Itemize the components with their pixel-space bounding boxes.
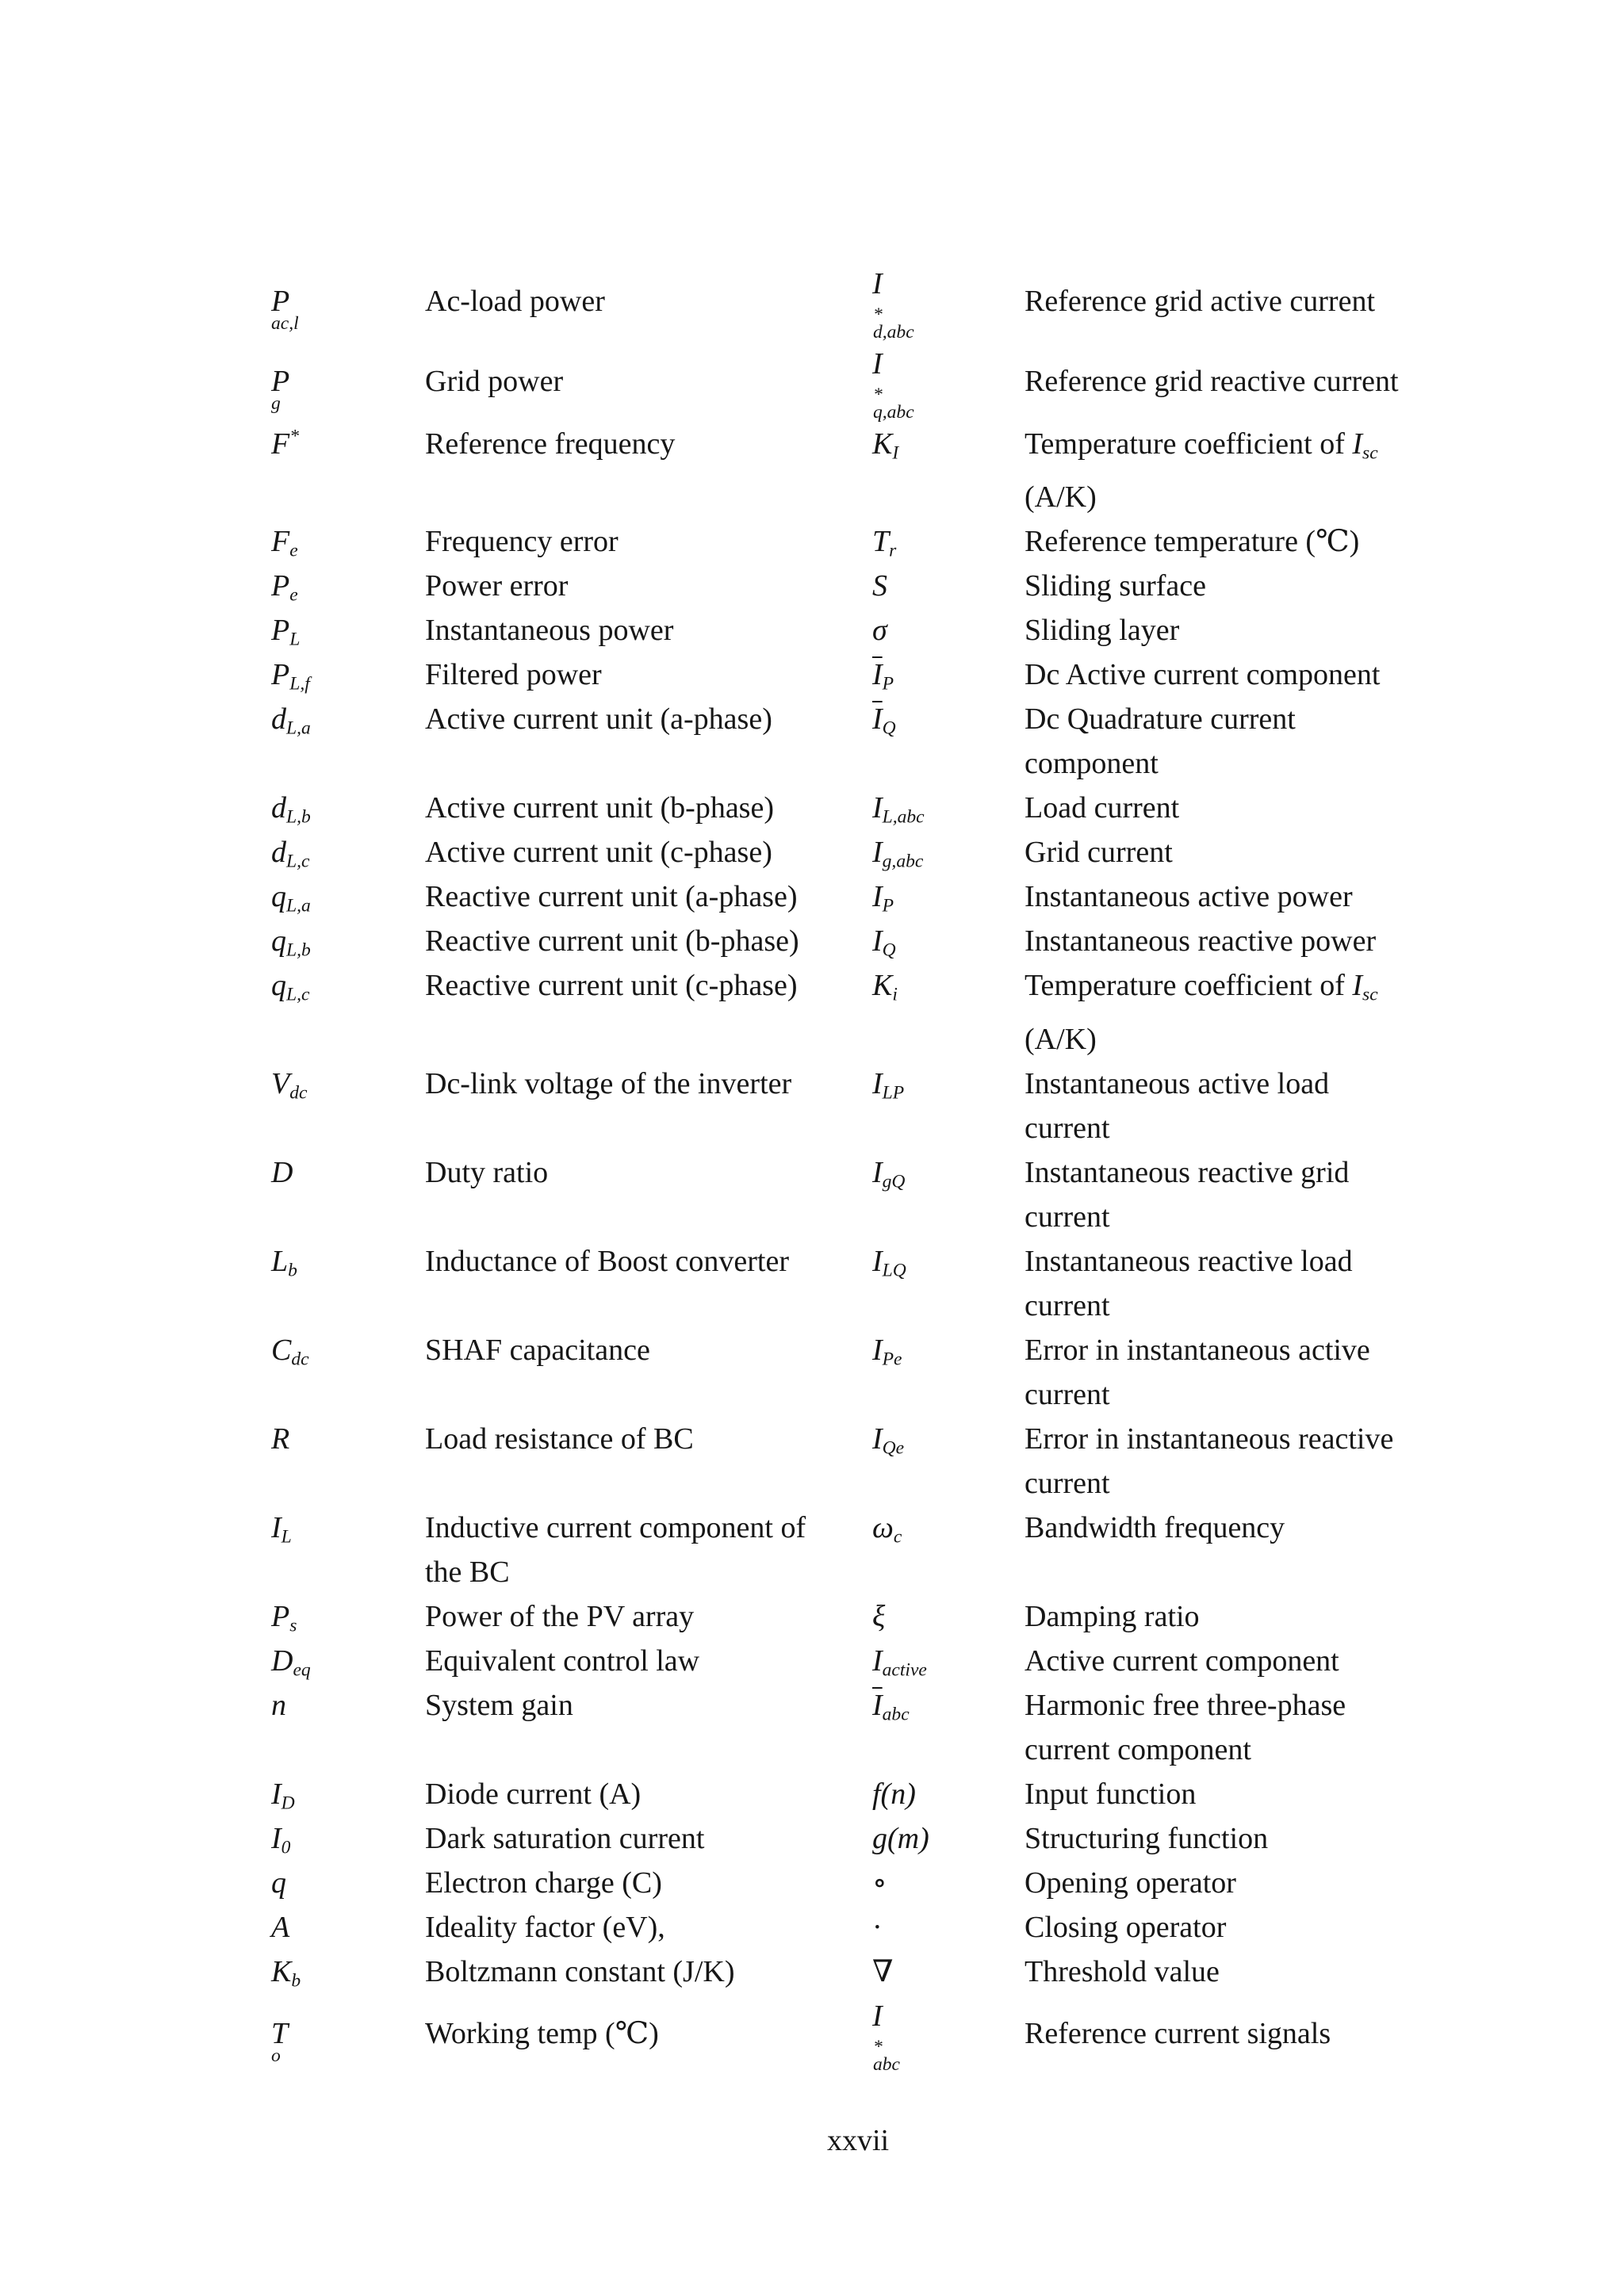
description-left-28-line: Working temp (℃) bbox=[425, 2017, 659, 2051]
symbol-right-8-sub: Q bbox=[882, 718, 896, 739]
description-left-3-line: Reference frequency bbox=[425, 427, 676, 461]
symbol-right-1-main: I bbox=[872, 267, 883, 300]
description-left-14 bbox=[425, 1062, 872, 1150]
symbol-right-21 bbox=[872, 1639, 1025, 1683]
nomenclature-table bbox=[271, 262, 1469, 2076]
symbol-left-5 bbox=[271, 564, 425, 608]
symbol-right-22-main: $\overline{I}$ bbox=[872, 1688, 883, 1722]
symbol-right-10-sub: g,abc bbox=[882, 851, 924, 872]
symbol-right-19-main: ω bbox=[872, 1510, 894, 1544]
description-right-24 bbox=[1025, 1816, 1469, 1861]
description-left-11-line: Reactive current unit (a-phase) bbox=[425, 880, 798, 914]
description-left-12-line: Reactive current unit (b-phase) bbox=[425, 924, 799, 959]
description-right-4-line: Reference temperature (℃) bbox=[1025, 525, 1360, 559]
description-right-28 bbox=[1025, 1994, 1469, 2074]
description-left-20-line: Power of the PV array bbox=[425, 1599, 695, 1633]
description-right-6-line: Sliding layer bbox=[1025, 614, 1180, 648]
description-right-5-line: Sliding surface bbox=[1025, 569, 1207, 603]
description-right-8 bbox=[1025, 697, 1469, 786]
symbol-right-25 bbox=[872, 1861, 1025, 1905]
description-right-10 bbox=[1025, 830, 1469, 874]
symbol-right-11-sub: P bbox=[882, 895, 894, 916]
symbol-left-4-main: F bbox=[271, 525, 290, 559]
description-right-13-segment: sc bbox=[1362, 984, 1378, 1005]
description-right-2-line: Reference grid reactive current bbox=[1025, 365, 1399, 399]
symbol-left-20-main: P bbox=[271, 1599, 290, 1633]
description-left-2-line: Grid power bbox=[425, 365, 564, 399]
symbol-right-22-sub: abc bbox=[882, 1704, 910, 1725]
symbol-left-19-sub: L bbox=[281, 1526, 292, 1548]
symbol-left-11-sub: L,a bbox=[286, 895, 311, 916]
description-left-15-line: Duty ratio bbox=[425, 1155, 549, 1189]
symbol-right-18-sub: Qe bbox=[882, 1437, 905, 1459]
description-left-7-line: Filtered power bbox=[425, 658, 602, 692]
symbol-right-27 bbox=[872, 1950, 1025, 1994]
symbol-right-2-main: I bbox=[872, 346, 883, 381]
symbol-left-23-main: I bbox=[271, 1777, 282, 1811]
symbol-left-18 bbox=[271, 1417, 425, 1506]
symbol-right-20-main: ξ bbox=[872, 1599, 886, 1633]
description-right-3-line bbox=[1025, 422, 1469, 476]
symbol-right-3-main: K bbox=[872, 427, 893, 461]
description-right-2 bbox=[1025, 342, 1469, 422]
symbol-left-14-main: V bbox=[271, 1066, 290, 1100]
symbol-left-10-sub: L,c bbox=[286, 851, 310, 872]
symbol-left-21-sub: eq bbox=[293, 1659, 311, 1681]
description-right-6 bbox=[1025, 608, 1469, 652]
symbol-left-8 bbox=[271, 697, 425, 786]
description-right-14 bbox=[1025, 1062, 1469, 1150]
symbol-left-24-sub: 0 bbox=[281, 1837, 291, 1858]
description-right-14-line: Instantaneous active load bbox=[1025, 1066, 1330, 1100]
symbol-left-6-sub: L bbox=[289, 629, 301, 650]
symbol-left-10-main: d bbox=[271, 836, 286, 870]
symbol-left-17-main: C bbox=[271, 1333, 292, 1367]
symbol-right-7 bbox=[872, 652, 1025, 697]
description-right-15-line: Instantaneous reactive grid bbox=[1025, 1155, 1350, 1189]
symbol-right-6 bbox=[872, 608, 1025, 652]
symbol-right-8-main: $\overline{I}$ bbox=[872, 702, 883, 737]
description-right-19 bbox=[1025, 1506, 1469, 1594]
symbol-left-23 bbox=[271, 1772, 425, 1816]
description-right-13-line bbox=[1025, 963, 1469, 1017]
symbol-right-9-sub: L,abc bbox=[882, 806, 925, 828]
symbol-left-9-sub: L,b bbox=[286, 806, 311, 828]
symbol-right-28 bbox=[872, 1994, 1025, 2074]
symbol-right-16-sub: LQ bbox=[882, 1260, 906, 1281]
description-left-19-line: Inductive current component of bbox=[425, 1510, 806, 1544]
description-left-20 bbox=[425, 1594, 872, 1639]
symbol-right-26-main: · bbox=[872, 1910, 883, 1944]
description-left-17 bbox=[425, 1328, 872, 1417]
symbol-right-28-sup: * bbox=[873, 2036, 883, 2057]
description-left-18-line: Load resistance of BC bbox=[425, 1422, 694, 1456]
description-left-4 bbox=[425, 519, 872, 564]
description-right-25 bbox=[1025, 1861, 1469, 1905]
description-right-3 bbox=[1025, 422, 1469, 520]
description-left-26-line: Ideality factor (eV), bbox=[425, 1910, 665, 1944]
symbol-left-16-sub: b bbox=[288, 1260, 297, 1281]
symbol-right-7-main: $\overline{I}$ bbox=[872, 658, 883, 692]
symbol-right-14 bbox=[872, 1062, 1025, 1150]
description-left-25-line: Electron charge (C) bbox=[425, 1866, 662, 1900]
description-right-17-line: Error in instantaneous active bbox=[1025, 1333, 1370, 1367]
description-right-12 bbox=[1025, 919, 1469, 963]
symbol-left-25 bbox=[271, 1861, 425, 1905]
description-right-24-line: Structuring function bbox=[1025, 1821, 1269, 1855]
symbol-right-21-main: I bbox=[872, 1644, 883, 1678]
symbol-left-9-main: d bbox=[271, 791, 286, 825]
symbol-right-16-main: I bbox=[872, 1244, 883, 1278]
symbol-right-17-sub: Pe bbox=[882, 1349, 902, 1370]
description-right-15-line: current bbox=[1025, 1200, 1110, 1234]
symbol-right-15-sub: gQ bbox=[882, 1171, 906, 1192]
description-right-16-line: current bbox=[1025, 1288, 1110, 1322]
symbol-left-20-sub: s bbox=[289, 1615, 297, 1636]
symbol-left-26 bbox=[271, 1905, 425, 1950]
symbol-left-24-main: I bbox=[271, 1821, 282, 1855]
symbol-right-15-main: I bbox=[872, 1155, 883, 1189]
description-right-13 bbox=[1025, 963, 1469, 1062]
symbol-left-8-sub: L,a bbox=[286, 718, 311, 739]
description-right-27 bbox=[1025, 1950, 1469, 1994]
description-right-16-line: Instantaneous reactive load bbox=[1025, 1244, 1353, 1278]
symbol-right-15 bbox=[872, 1150, 1025, 1239]
symbol-right-21-sub: active bbox=[882, 1659, 927, 1681]
symbol-right-6-main: σ bbox=[872, 614, 887, 648]
symbol-right-11-main: I bbox=[872, 880, 883, 914]
symbol-right-17 bbox=[872, 1328, 1025, 1417]
description-left-10 bbox=[425, 830, 872, 874]
description-left-3 bbox=[425, 422, 872, 520]
symbol-left-7-main: P bbox=[271, 658, 290, 692]
description-right-8-line: Dc Quadrature current bbox=[1025, 702, 1296, 737]
symbol-left-13-sub: L,c bbox=[286, 984, 310, 1005]
symbol-right-1 bbox=[872, 262, 1025, 342]
symbol-left-7-sub: L,f bbox=[289, 673, 310, 695]
symbol-right-19 bbox=[872, 1506, 1025, 1594]
symbol-left-2: P g bbox=[271, 342, 425, 422]
symbol-left-21 bbox=[271, 1639, 425, 1683]
description-left-4-line: Frequency error bbox=[425, 525, 619, 559]
symbol-right-1-indices bbox=[873, 306, 1025, 342]
symbol-left-17-sub: dc bbox=[291, 1349, 309, 1370]
description-left-18 bbox=[425, 1417, 872, 1506]
symbol-left-14 bbox=[271, 1062, 425, 1150]
symbol-left-5-main: P bbox=[271, 569, 290, 603]
description-right-13-segment: Temperature coefficient of bbox=[1025, 969, 1353, 1003]
description-left-28 bbox=[425, 1994, 872, 2074]
description-left-19-line: the BC bbox=[425, 1555, 510, 1589]
symbol-right-25-main: ∘ bbox=[872, 1866, 887, 1900]
symbol-left-22-main: n bbox=[271, 1688, 286, 1722]
symbol-right-23-main: f(n) bbox=[872, 1777, 916, 1811]
description-right-11 bbox=[1025, 874, 1469, 919]
symbol-right-5-main: S bbox=[872, 569, 887, 603]
description-right-1 bbox=[1025, 262, 1469, 342]
symbol-left-8-main: d bbox=[271, 702, 286, 737]
description-right-28-line: Reference current signals bbox=[1025, 2017, 1331, 2051]
symbol-left-9 bbox=[271, 786, 425, 830]
symbol-left-1: P ac,l bbox=[271, 262, 425, 342]
symbol-left-3-main: F bbox=[271, 427, 290, 461]
description-right-22 bbox=[1025, 1683, 1469, 1772]
symbol-right-20 bbox=[872, 1594, 1025, 1639]
symbol-right-28-sub: abc bbox=[873, 2054, 900, 2076]
symbol-left-27-sub: b bbox=[291, 1970, 301, 1992]
symbol-left-15 bbox=[271, 1150, 425, 1239]
description-right-20 bbox=[1025, 1594, 1469, 1639]
description-right-3-segment: Temperature coefficient of bbox=[1025, 427, 1353, 461]
symbol-left-16 bbox=[271, 1239, 425, 1328]
description-right-1-line: Reference grid active current bbox=[1025, 285, 1376, 319]
symbol-right-14-sub: LP bbox=[882, 1082, 905, 1104]
description-left-1-line: Ac-load power bbox=[425, 285, 605, 319]
symbol-left-14-sub: dc bbox=[289, 1082, 308, 1104]
description-left-2 bbox=[425, 342, 872, 422]
symbol-right-9-main: I bbox=[872, 791, 883, 825]
symbol-left-23-sub: D bbox=[281, 1793, 295, 1814]
description-left-22-line: System gain bbox=[425, 1688, 573, 1722]
description-right-7 bbox=[1025, 652, 1469, 697]
description-left-11 bbox=[425, 874, 872, 919]
description-right-13-segment: I bbox=[1352, 969, 1363, 1003]
symbol-left-11-main: q bbox=[271, 880, 286, 914]
symbol-left-19-main: I bbox=[271, 1510, 282, 1544]
symbol-left-18-main: R bbox=[271, 1422, 290, 1456]
symbol-right-27-main: ∇ bbox=[872, 1954, 894, 1988]
description-left-7 bbox=[425, 652, 872, 697]
symbol-right-7-sub: P bbox=[882, 673, 894, 695]
symbol-right-19-sub: c bbox=[893, 1526, 902, 1548]
symbol-right-2 bbox=[872, 342, 1025, 422]
symbol-left-28: T o bbox=[271, 1994, 425, 2074]
symbol-right-2-sup: * bbox=[873, 384, 883, 405]
symbol-right-18 bbox=[872, 1417, 1025, 1506]
symbol-right-22 bbox=[872, 1683, 1025, 1772]
symbol-right-13-sub: i bbox=[892, 984, 898, 1005]
description-right-9 bbox=[1025, 786, 1469, 830]
symbol-right-16 bbox=[872, 1239, 1025, 1328]
symbol-right-12-main: I bbox=[872, 924, 883, 959]
description-right-8-line: component bbox=[1025, 747, 1159, 781]
description-left-6-line: Instantaneous power bbox=[425, 614, 674, 648]
symbol-left-28-main: T bbox=[271, 2017, 289, 2051]
description-right-3-line: (A/K) bbox=[1025, 480, 1097, 515]
symbol-left-17 bbox=[271, 1328, 425, 1417]
description-right-23-line: Input function bbox=[1025, 1777, 1197, 1811]
symbol-right-1-sub: d,abc bbox=[873, 322, 914, 343]
description-left-16 bbox=[425, 1239, 872, 1328]
symbol-right-4 bbox=[872, 519, 1025, 564]
description-right-17 bbox=[1025, 1328, 1469, 1417]
symbol-right-18-main: I bbox=[872, 1422, 883, 1456]
symbol-left-16-main: L bbox=[271, 1244, 289, 1278]
symbol-right-28-main: I bbox=[872, 1999, 883, 2033]
description-left-13-line: Reactive current unit (c-phase) bbox=[425, 969, 798, 1003]
description-right-16 bbox=[1025, 1239, 1469, 1328]
symbol-right-28-indices bbox=[873, 2038, 1025, 2074]
symbol-left-27 bbox=[271, 1950, 425, 1994]
description-left-14-line: Dc-link voltage of the inverter bbox=[425, 1066, 792, 1100]
description-right-3-segment: sc bbox=[1362, 442, 1378, 464]
description-right-22-line: current component bbox=[1025, 1732, 1251, 1766]
symbol-left-13-main: q bbox=[271, 969, 286, 1003]
description-left-10-line: Active current unit (c-phase) bbox=[425, 836, 772, 870]
description-left-24 bbox=[425, 1816, 872, 1861]
symbol-right-9 bbox=[872, 786, 1025, 830]
symbol-right-13-main: K bbox=[872, 969, 893, 1003]
symbol-left-24 bbox=[271, 1816, 425, 1861]
description-left-22 bbox=[425, 1683, 872, 1772]
symbol-right-3 bbox=[872, 422, 1025, 520]
symbol-left-2-main: P bbox=[271, 365, 290, 399]
description-left-5 bbox=[425, 564, 872, 608]
symbol-left-7 bbox=[271, 652, 425, 697]
symbol-right-13 bbox=[872, 963, 1025, 1062]
description-left-6 bbox=[425, 608, 872, 652]
description-right-21-line: Active current component bbox=[1025, 1644, 1339, 1678]
description-left-13 bbox=[425, 963, 872, 1062]
symbol-left-12 bbox=[271, 919, 425, 963]
description-left-27-line: Boltzmann constant (J/K) bbox=[425, 1954, 735, 1988]
description-right-17-line: current bbox=[1025, 1377, 1110, 1411]
symbol-left-5-sub: e bbox=[289, 584, 298, 606]
symbol-left-21-main: D bbox=[271, 1644, 293, 1678]
symbol-left-26-main: A bbox=[271, 1910, 290, 1944]
description-right-21 bbox=[1025, 1639, 1469, 1683]
symbol-right-2-indices bbox=[873, 386, 1025, 422]
description-left-16-line: Inductance of Boost converter bbox=[425, 1244, 789, 1278]
symbol-left-22 bbox=[271, 1683, 425, 1772]
symbol-right-24-main: g(m) bbox=[872, 1821, 929, 1855]
description-left-27 bbox=[425, 1950, 872, 1994]
symbol-right-17-main: I bbox=[872, 1333, 883, 1367]
symbol-right-24 bbox=[872, 1816, 1025, 1861]
description-left-12 bbox=[425, 919, 872, 963]
description-right-27-line: Threshold value bbox=[1025, 1954, 1220, 1988]
description-right-18 bbox=[1025, 1417, 1469, 1506]
description-right-3-segment: I bbox=[1352, 427, 1363, 461]
description-left-9-line: Active current unit (b-phase) bbox=[425, 791, 774, 825]
symbol-right-11 bbox=[872, 874, 1025, 919]
symbol-left-11 bbox=[271, 874, 425, 919]
symbol-left-6-main: P bbox=[271, 614, 290, 648]
description-left-23 bbox=[425, 1772, 872, 1816]
description-right-23 bbox=[1025, 1772, 1469, 1816]
description-right-18-line: current bbox=[1025, 1466, 1110, 1500]
description-left-21-line: Equivalent control law bbox=[425, 1644, 700, 1678]
description-right-19-line: Bandwidth frequency bbox=[1025, 1510, 1285, 1544]
symbol-left-25-main: q bbox=[271, 1866, 286, 1900]
symbol-left-27-main: K bbox=[271, 1954, 292, 1988]
description-right-18-line: Error in instantaneous reactive bbox=[1025, 1422, 1394, 1456]
description-left-9 bbox=[425, 786, 872, 830]
description-right-12-line: Instantaneous reactive power bbox=[1025, 924, 1377, 959]
description-right-7-line: Dc Active current component bbox=[1025, 658, 1381, 692]
symbol-left-12-sub: L,b bbox=[286, 939, 311, 961]
description-left-17-line: SHAF capacitance bbox=[425, 1333, 650, 1367]
description-left-25 bbox=[425, 1861, 872, 1905]
description-left-19 bbox=[425, 1506, 872, 1594]
page-number: xxvii bbox=[826, 2124, 890, 2157]
description-right-5 bbox=[1025, 564, 1469, 608]
symbol-left-4-sub: e bbox=[289, 540, 298, 561]
description-left-26 bbox=[425, 1905, 872, 1950]
symbol-right-1-sup: * bbox=[873, 304, 883, 325]
symbol-left-1-main: P bbox=[271, 285, 290, 319]
symbol-right-4-main: T bbox=[872, 525, 890, 559]
description-left-5-line: Power error bbox=[425, 569, 569, 603]
symbol-left-13 bbox=[271, 963, 425, 1062]
description-left-1 bbox=[425, 262, 872, 342]
symbol-right-23 bbox=[872, 1772, 1025, 1816]
symbol-left-12-main: q bbox=[271, 924, 286, 959]
symbol-right-10 bbox=[872, 830, 1025, 874]
description-right-25-line: Opening operator bbox=[1025, 1866, 1236, 1900]
description-left-21 bbox=[425, 1639, 872, 1683]
symbol-left-6 bbox=[271, 608, 425, 652]
symbol-left-15-main: D bbox=[271, 1155, 293, 1189]
description-right-20-line: Damping ratio bbox=[1025, 1599, 1200, 1633]
symbol-left-19 bbox=[271, 1506, 425, 1594]
description-right-15 bbox=[1025, 1150, 1469, 1239]
symbol-left-20 bbox=[271, 1594, 425, 1639]
symbol-left-3 bbox=[271, 422, 425, 520]
description-right-13-line: (A/K) bbox=[1025, 1022, 1097, 1056]
symbol-right-4-sub: r bbox=[889, 540, 897, 561]
description-right-22-line: Harmonic free three-phase bbox=[1025, 1688, 1346, 1722]
symbol-right-8 bbox=[872, 697, 1025, 786]
description-left-15 bbox=[425, 1150, 872, 1239]
description-right-26 bbox=[1025, 1905, 1469, 1950]
symbol-right-12 bbox=[872, 919, 1025, 963]
description-right-11-line: Instantaneous active power bbox=[1025, 880, 1353, 914]
symbol-left-3-sup: * bbox=[289, 425, 299, 446]
symbol-right-10-main: I bbox=[872, 836, 883, 870]
description-left-8-line: Active current unit (a-phase) bbox=[425, 702, 772, 737]
symbol-left-10 bbox=[271, 830, 425, 874]
description-right-4 bbox=[1025, 519, 1469, 564]
description-right-10-line: Grid current bbox=[1025, 836, 1173, 870]
description-left-8 bbox=[425, 697, 872, 786]
description-right-26-line: Closing operator bbox=[1025, 1910, 1227, 1944]
description-right-14-line: current bbox=[1025, 1111, 1110, 1145]
symbol-right-2-sub: q,abc bbox=[873, 402, 914, 423]
description-left-23-line: Diode current (A) bbox=[425, 1777, 642, 1811]
symbol-left-4 bbox=[271, 519, 425, 564]
symbol-right-5 bbox=[872, 564, 1025, 608]
symbol-right-12-sub: Q bbox=[882, 939, 896, 961]
symbol-right-3-sub: I bbox=[892, 442, 899, 464]
symbol-right-14-main: I bbox=[872, 1066, 883, 1100]
description-right-9-line: Load current bbox=[1025, 791, 1180, 825]
description-left-24-line: Dark saturation current bbox=[425, 1821, 705, 1855]
symbol-right-26 bbox=[872, 1905, 1025, 1950]
